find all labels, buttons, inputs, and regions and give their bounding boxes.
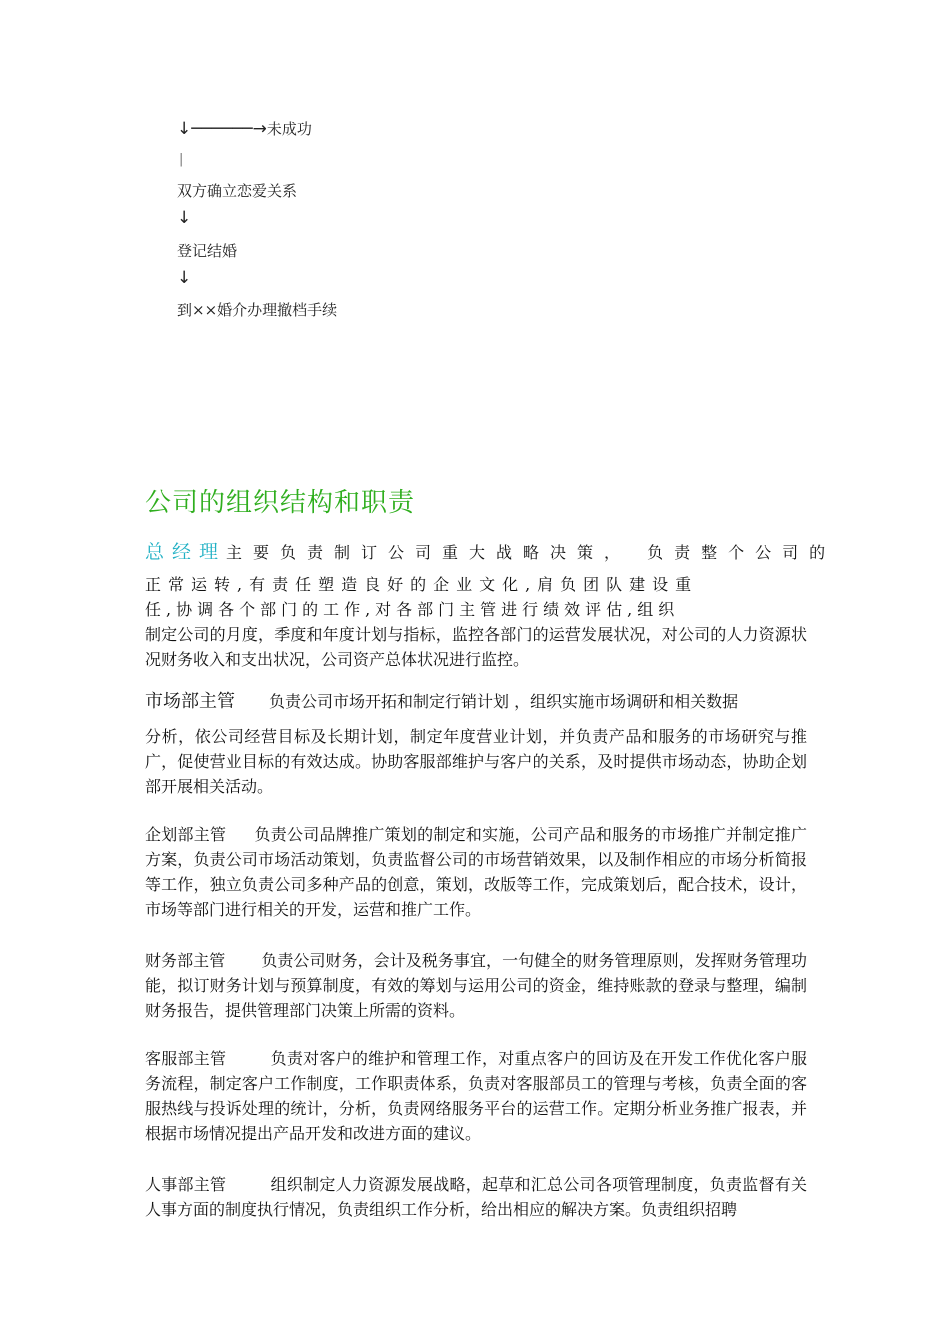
general-manager-paragraph	[145, 537, 837, 672]
connector-line: |	[179, 152, 184, 167]
market-text-first: 负责公司市场开拓和制定行销计划 ，组织实施市场调研和相关数据	[269, 692, 739, 711]
finance-text: 负责公司财务，会计及税务事宜，一句健全的财务管理原则，发挥财务管理功能，拟订财务计划与预算制度，有效的筹划与运用公司的资金，维持账款的登录与整理，编制财务报告，提供管理部门决策上所需的资料。	[145, 951, 807, 1020]
planning-title: 企划部主管	[145, 825, 227, 844]
flow-step-withdraw: 到××婚介办理撤档手续	[177, 301, 338, 319]
market-paragraph	[145, 688, 807, 799]
down-arrow-icon: ↓	[177, 208, 192, 228]
general-manager-title: 总经理	[145, 541, 227, 563]
flow-step-register: 登记结婚	[177, 242, 238, 260]
general-manager-line1: 主要负责制订公司重大战略决策， 负责整个公司的	[226, 543, 837, 562]
market-text-rest: 分析，依公司经营目标及长期计划，制定年度营业计划，并负责产品和服务的市场研究与推广，促使营业目标的有效达成。协助客服部维护与客户的关系，及时提供市场动态，协助企划部开展相关活动。	[145, 727, 807, 796]
finance-paragraph	[145, 948, 807, 1023]
hr-text: 组织制定人力资源发展战略，起草和汇总公司各项管理制度，负责监督有关人事方面的制度执行情况，负责组织工作分析，给出相应的解决方案。负责组织招聘	[145, 1175, 807, 1219]
planning-text: 负责公司品牌推广策划的制定和实施，公司产品和服务的市场推广并制定推广方案，负责公司市场活动策划，负责监督公司的市场营销效果，以及制作相应的市场分析简报等工作，独立负责公司多种产品的创意，策划，改版等工作，完成策划后，配合技术，设计，市场等部门进行相关的开发，运营和推广工作。	[145, 825, 807, 919]
general-manager-line4: 制定公司的月度，季度和年度计划与指标，监控各部门的运营发展状况，对公司的人力资源状况财务收入和支出状况，公司资产总体状况进行监控。	[145, 625, 807, 669]
hr-paragraph	[145, 1172, 807, 1222]
general-manager-line2: 正常运转,有责任塑造良好的企业文化,肩负团队建设重	[145, 575, 699, 594]
flow-label-failed: 未成功	[266, 120, 312, 138]
service-title: 客服部主管	[145, 1049, 227, 1068]
general-manager-line3: 任,协调各个部门的工作,对各部门主管进行绩效评估,组织	[145, 600, 680, 619]
hr-title: 人事部主管	[145, 1175, 227, 1194]
flow-step-relationship: 双方确立恋爱关系	[177, 182, 298, 200]
down-arrow-icon: ↓	[177, 268, 192, 288]
planning-paragraph	[145, 822, 807, 922]
down-right-arrow-icon: ↓──────→	[177, 119, 267, 139]
section-title: 公司的组织结构和职责	[145, 488, 416, 518]
finance-title: 财务部主管	[145, 951, 226, 970]
service-text: 负责对客户的维护和管理工作，对重点客户的回访及在开发工作优化客户服务流程，制定客户工作制度，工作职责体系，负责对客服部员工的管理与考核，负责全面的客服热线与投诉处理的统计，分析，负责网络服务平台的运营工作。定期分析业务推广报表，并根据市场情况提出产品开发和改进方面的建议。	[145, 1049, 807, 1143]
market-title: 市场部主管	[145, 691, 235, 712]
flow-step-failed	[177, 118, 312, 139]
service-paragraph	[145, 1046, 807, 1146]
